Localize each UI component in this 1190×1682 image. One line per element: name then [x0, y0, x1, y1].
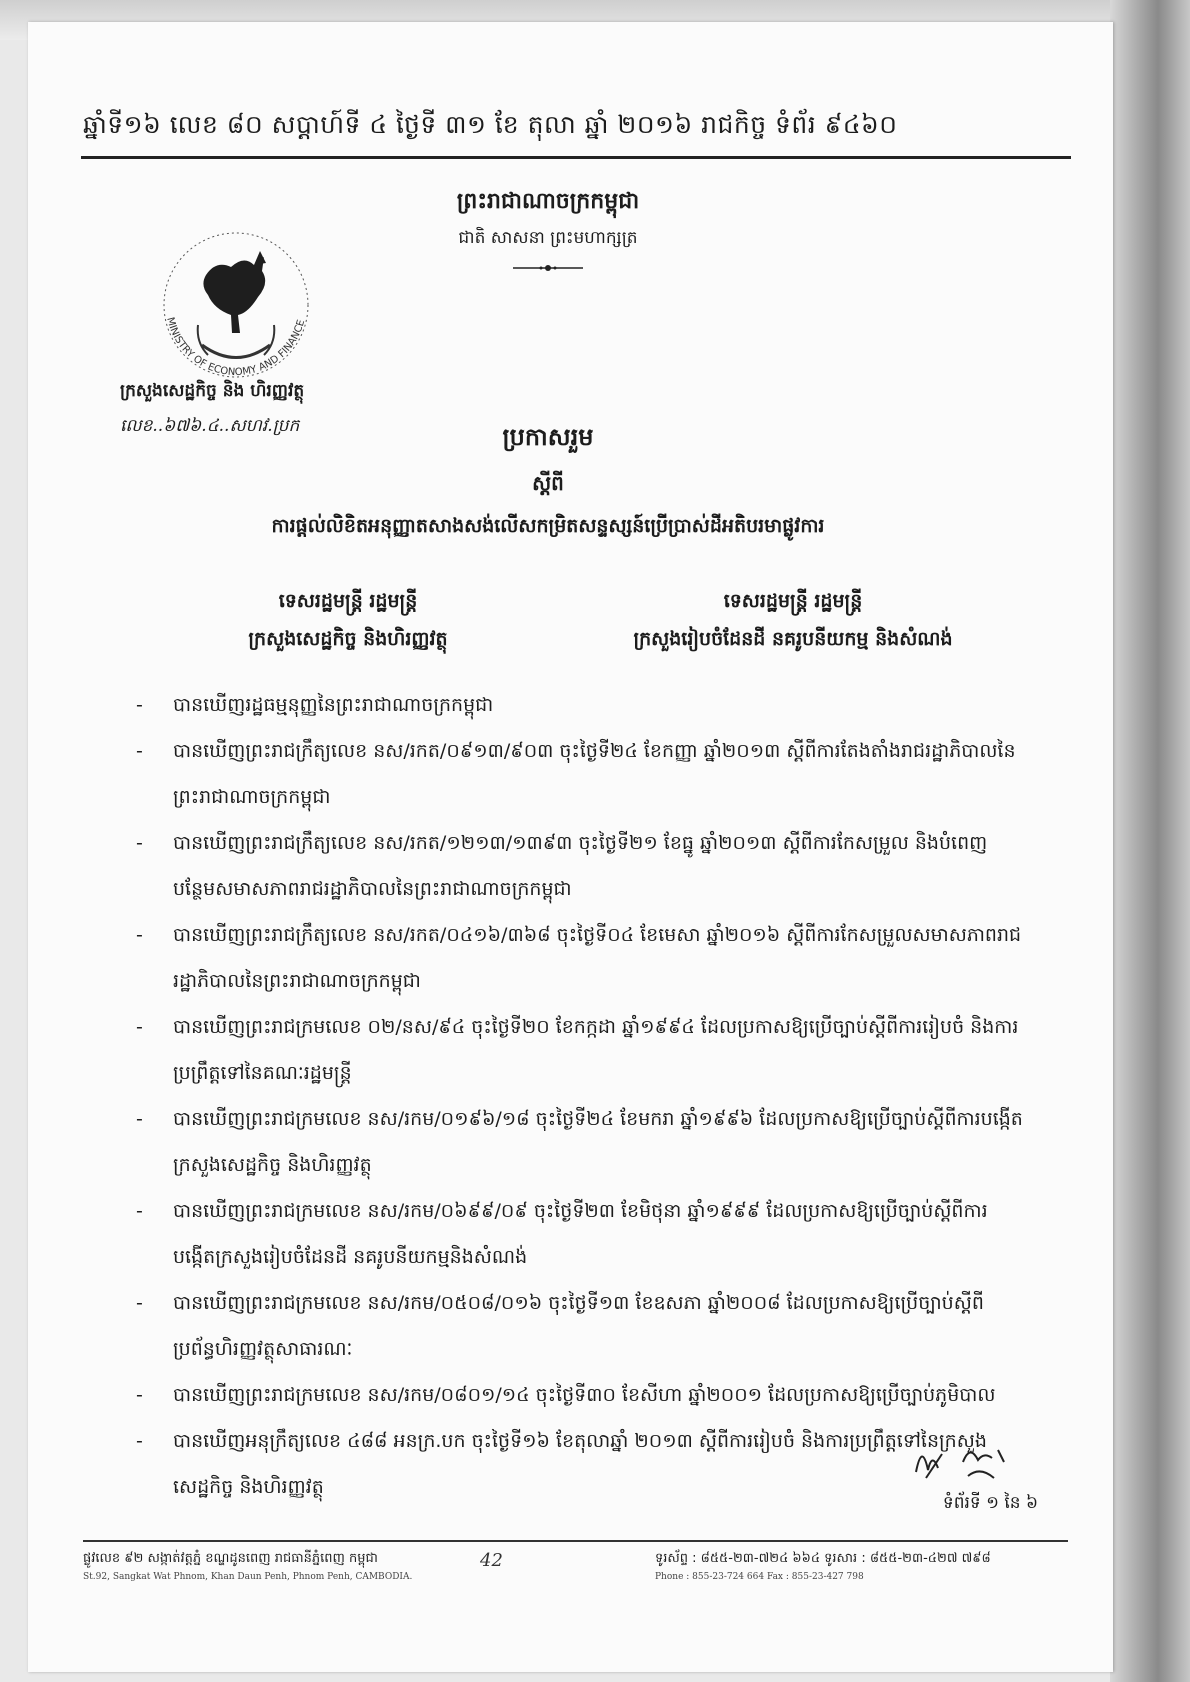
footer-phone-km: ទូរស័ព្ទ : ៨៥៥-២៣-៧២៤ ៦៦៤ ទូរសារ : ៨៥៥-២៣-៤២៧ ៧៩៨ [655, 1551, 991, 1566]
ministry-seal-icon [136, 205, 336, 405]
scan-binding-shadow [1110, 0, 1190, 1682]
clause-text: បានឃើញព្រះរាជក្រមលេខ នស/រកម/០៥០៨/០១៦ ចុះថ្ងៃទី១៣ ខែឧសភា ឆ្នាំ២០០៨ ដែលប្រកាសឱ្យប្រើច្បាប់ស្តីពីប្រព័ន្ធហិរញ្ញវត្ថុសាធារណៈ [173, 1292, 984, 1360]
gazette-header: ឆ្នាំទី១៦ លេខ ៨០ សប្តាហ៍ទី ៤ ថ្ងៃទី ៣១ ខែ តុលា ឆ្នាំ ២០១៦ រាជកិច្ច ទំព័រ ៩៤៦០ [83, 110, 898, 139]
list-item: - បានឃើញរដ្ឋធម្មនុញ្ញនៃព្រះរាជាណាចក្រកម្ពុជា [136, 694, 494, 716]
list-item: - បានឃើញព្រះរាជក្រមលេខ នស/រកម/០៦៩៩/០៩ ចុះថ្ងៃទី២៣ ខែមិថុនា ឆ្នាំ១៩៩៩ ដែលប្រកាសឱ្យប្រើច្បាប់ស្តីពីការបង្កើតក្រសួងរៀបចំដែនដី នគរូបនីយកម្មនិងសំណង់ [136, 1200, 988, 1268]
document-type: ប្រកាសរួម [502, 422, 594, 451]
clause-text: បានឃើញព្រះរាជក្រមលេខ នស/រកម/០៦៩៩/០៩ ចុះថ្ងៃទី២៣ ខែមិថុនា ឆ្នាំ១៩៩៩ ដែលប្រកាសឱ្យប្រើច្បាប់ស្តីពីការបង្កើតក្រសួងរៀបចំដែនដី នគរូបនីយកម្មនិងសំណង់ [173, 1200, 988, 1268]
footer-handwritten-mark: 42 [480, 1550, 503, 1571]
list-item: - បានឃើញព្រះរាជក្រឹត្យលេខ នស/រកត/០៩១៣/៩០៣ ចុះថ្ងៃទី២៤ ខែកញ្ញា ឆ្នាំ២០១៣ ស្តីពីការតែងតាំងរាជរដ្ឋាភិបាលនៃព្រះរាជាណាចក្រកម្ពុជា [136, 740, 1016, 808]
minister-block-land [583, 582, 1003, 658]
list-item: - បានឃើញព្រះរាជក្រមលេខ នស/រកម/០៨០១/១៤ ចុះថ្ងៃទី៣០ ខែសីហា ឆ្នាំ២០០១ ដែលប្រកាសឱ្យប្រើច្បាប់ភូមិបាល [136, 1384, 996, 1406]
footer-divider [83, 1540, 1068, 1542]
rooster-emblem-icon [198, 251, 275, 358]
clause-text: បានឃើញព្រះរាជក្រមលេខ នស/រកម/០១៩៦/១៨ ចុះថ្ងៃទី២៤ ខែមករា ឆ្នាំ១៩៩៦ ដែលប្រកាសឱ្យប្រើច្បាប់ស្តីពីការបង្កើតក្រសួងសេដ្ឋកិច្ច និងហិរញ្ញវត្ថុ [173, 1108, 1023, 1176]
clause-text: បានឃើញព្រះរាជក្រមលេខ នស/រកម/០៨០១/១៤ ចុះថ្ងៃទី៣០ ខែសីហា ឆ្នាំ២០០១ ដែលប្រកាសឱ្យប្រើច្បាប់ភូមិបាល [173, 1384, 996, 1406]
minister-block-economy [138, 582, 558, 658]
kingdom-title: ព្រះរាជាណាចក្រកម្ពុជា [456, 188, 640, 214]
footer-address-en: St.92, Sangkat Wat Phnom, Khan Daun Penh, Phnom Penh, CAMBODIA. [83, 1572, 413, 1582]
clause-text: បានឃើញរដ្ឋធម្មនុញ្ញនៃព្រះរាជាណាចក្រកម្ពុជា [173, 694, 494, 716]
initials-signature [908, 1432, 1018, 1492]
clause-text: បានឃើញព្រះរាជក្រឹត្យលេខ នស/រកត/០៩១៣/៩០៣ ចុះថ្ងៃទី២៤ ខែកញ្ញា ឆ្នាំ២០១៣ ស្តីពីការតែងតាំងរាជរដ្ឋាភិបាលនៃព្រះរាជាណាចក្រកម្ពុជា [173, 740, 1016, 808]
list-item: - បានឃើញអនុក្រឹត្យលេខ ៤៨៨ អនក្រ.បក ចុះថ្ងៃទី១៦ ខែតុលាឆ្នាំ ២០១៣ ស្តីពីការរៀបចំ និងការប្រព្រឹត្តទៅនៃក្រសួងសេដ្ឋកិច្ច និងហិរញ្ញវត្ថុ [136, 1430, 987, 1498]
footer-address-km: ផ្លូវលេខ ៩២ សង្កាត់វត្តភ្នំ ខណ្ឌដូនពេញ រាជធានីភ្នំពេញ កម្ពុជា [83, 1551, 378, 1566]
legal-basis-list [128, 682, 1028, 1510]
reference-number: លេខ..៦៧៦.៤..សហវ.ប្រក [120, 416, 300, 436]
document-about: ស្តីពី [532, 471, 564, 495]
issuer-ministry-name: ក្រសួងសេដ្ឋកិច្ច និង ហិរញ្ញវត្ថុ [120, 381, 305, 401]
seal-text: MINISTRY OF ECONOMY AND FINANCE [164, 316, 308, 379]
list-item: - បានឃើញព្រះរាជក្រមលេខ នស/រកម/០១៩៦/១៨ ចុះថ្ងៃទី២៤ ខែមករា ឆ្នាំ១៩៩៦ ដែលប្រកាសឱ្យប្រើច្បាប់ស្តីពីការបង្កើតក្រសួងសេដ្ឋកិច្ច និងហិរញ្ញវត្ថុ [136, 1108, 1023, 1176]
minister-title: ទេសរដ្ឋមន្ត្រី រដ្ឋមន្ត្រី [278, 590, 418, 612]
motto-ornament-icon [513, 262, 583, 274]
list-item: - បានឃើញព្រះរាជក្រឹត្យលេខ នស/រកត/១២១៣/១៣៩៣ ចុះថ្ងៃទី២១ ខែធ្នូ ឆ្នាំ២០១៣ ស្តីពីការកែសម្រួល និងបំពេញបន្ថែមសមាសភាពរាជរដ្ឋាភិបាលនៃព្រះរាជាណាចក្រកម្ពុជា [136, 832, 988, 900]
national-motto: ជាតិ សាសនា ព្រះមហាក្សត្រ [458, 228, 638, 248]
list-item: - បានឃើញព្រះរាជក្រឹត្យលេខ នស/រកត/០៤១៦/៣៦៨ ចុះថ្ងៃទី០៤ ខែមេសា ឆ្នាំ២០១៦ ស្តីពីការកែសម្រួលសមាសភាពរាជរដ្ឋាភិបាលនៃព្រះរាជាណាចក្រកម្ពុជា [136, 924, 1022, 992]
minister-title: ទេសរដ្ឋមន្ត្រី រដ្ឋមន្ត្រី [723, 590, 863, 612]
header-divider [81, 156, 1071, 159]
clause-text: បានឃើញព្រះរាជក្រឹត្យលេខ នស/រកត/១២១៣/១៣៩៣ ចុះថ្ងៃទី២១ ខែធ្នូ ឆ្នាំ២០១៣ ស្តីពីការកែសម្រួល និងបំពេញបន្ថែមសមាសភាពរាជរដ្ឋាភិបាលនៃព្រះរាជាណាចក្រកម្ពុជា [173, 832, 988, 900]
document-subject: ការផ្តល់លិខិតអនុញ្ញាតសាងសង់លើសកម្រិតសន្ទស្សន៍ប្រើប្រាស់ដីអតិបរមាផ្លូវការ [271, 515, 825, 537]
list-item: - បានឃើញព្រះរាជក្រមលេខ នស/រកម/០៥០៨/០១៦ ចុះថ្ងៃទី១៣ ខែឧសភា ឆ្នាំ២០០៨ ដែលប្រកាសឱ្យប្រើច្បាប់ស្តីពីប្រព័ន្ធហិរញ្ញវត្ថុសាធារណៈ [136, 1292, 984, 1360]
footer-phone-en: Phone : 855-23-724 664 Fax : 855-23-427 798 [655, 1572, 864, 1582]
document-page [28, 22, 1113, 1672]
page-number: ទំព័រទី ១ នៃ ៦ [942, 1493, 1038, 1513]
list-item: - បានឃើញព្រះរាជក្រមលេខ ០២/នស/៩៤ ចុះថ្ងៃទី២០ ខែកក្កដា ឆ្នាំ១៩៩៤ ដែលប្រកាសឱ្យប្រើច្បាប់ស្តីពីការរៀបចំ និងការប្រព្រឹត្តទៅនៃគណៈរដ្ឋមន្ត្រី [136, 1016, 1019, 1084]
clause-text: បានឃើញអនុក្រឹត្យលេខ ៤៨៨ អនក្រ.បក ចុះថ្ងៃទី១៦ ខែតុលាឆ្នាំ ២០១៣ ស្តីពីការរៀបចំ និងការប្រព្រឹត្តទៅនៃក្រសួងសេដ្ឋកិច្ច និងហិរញ្ញវត្ថុ [173, 1430, 987, 1498]
minister-ministry: ក្រសួងរៀបចំដែនដី នគរូបនីយកម្ម និងសំណង់ [633, 628, 953, 650]
clause-text: បានឃើញព្រះរាជក្រមលេខ ០២/នស/៩៤ ចុះថ្ងៃទី២០ ខែកក្កដា ឆ្នាំ១៩៩៤ ដែលប្រកាសឱ្យប្រើច្បាប់ស្តីពីការរៀបចំ និងការប្រព្រឹត្តទៅនៃគណៈរដ្ឋមន្ត្រី [173, 1016, 1019, 1084]
minister-ministry: ក្រសួងសេដ្ឋកិច្ច និងហិរញ្ញវត្ថុ [248, 628, 448, 650]
clause-text: បានឃើញព្រះរាជក្រឹត្យលេខ នស/រកត/០៤១៦/៣៦៨ ចុះថ្ងៃទី០៤ ខែមេសា ឆ្នាំ២០១៦ ស្តីពីការកែសម្រួលសមាសភាពរាជរដ្ឋាភិបាលនៃព្រះរាជាណាចក្រកម្ពុជា [173, 924, 1022, 992]
